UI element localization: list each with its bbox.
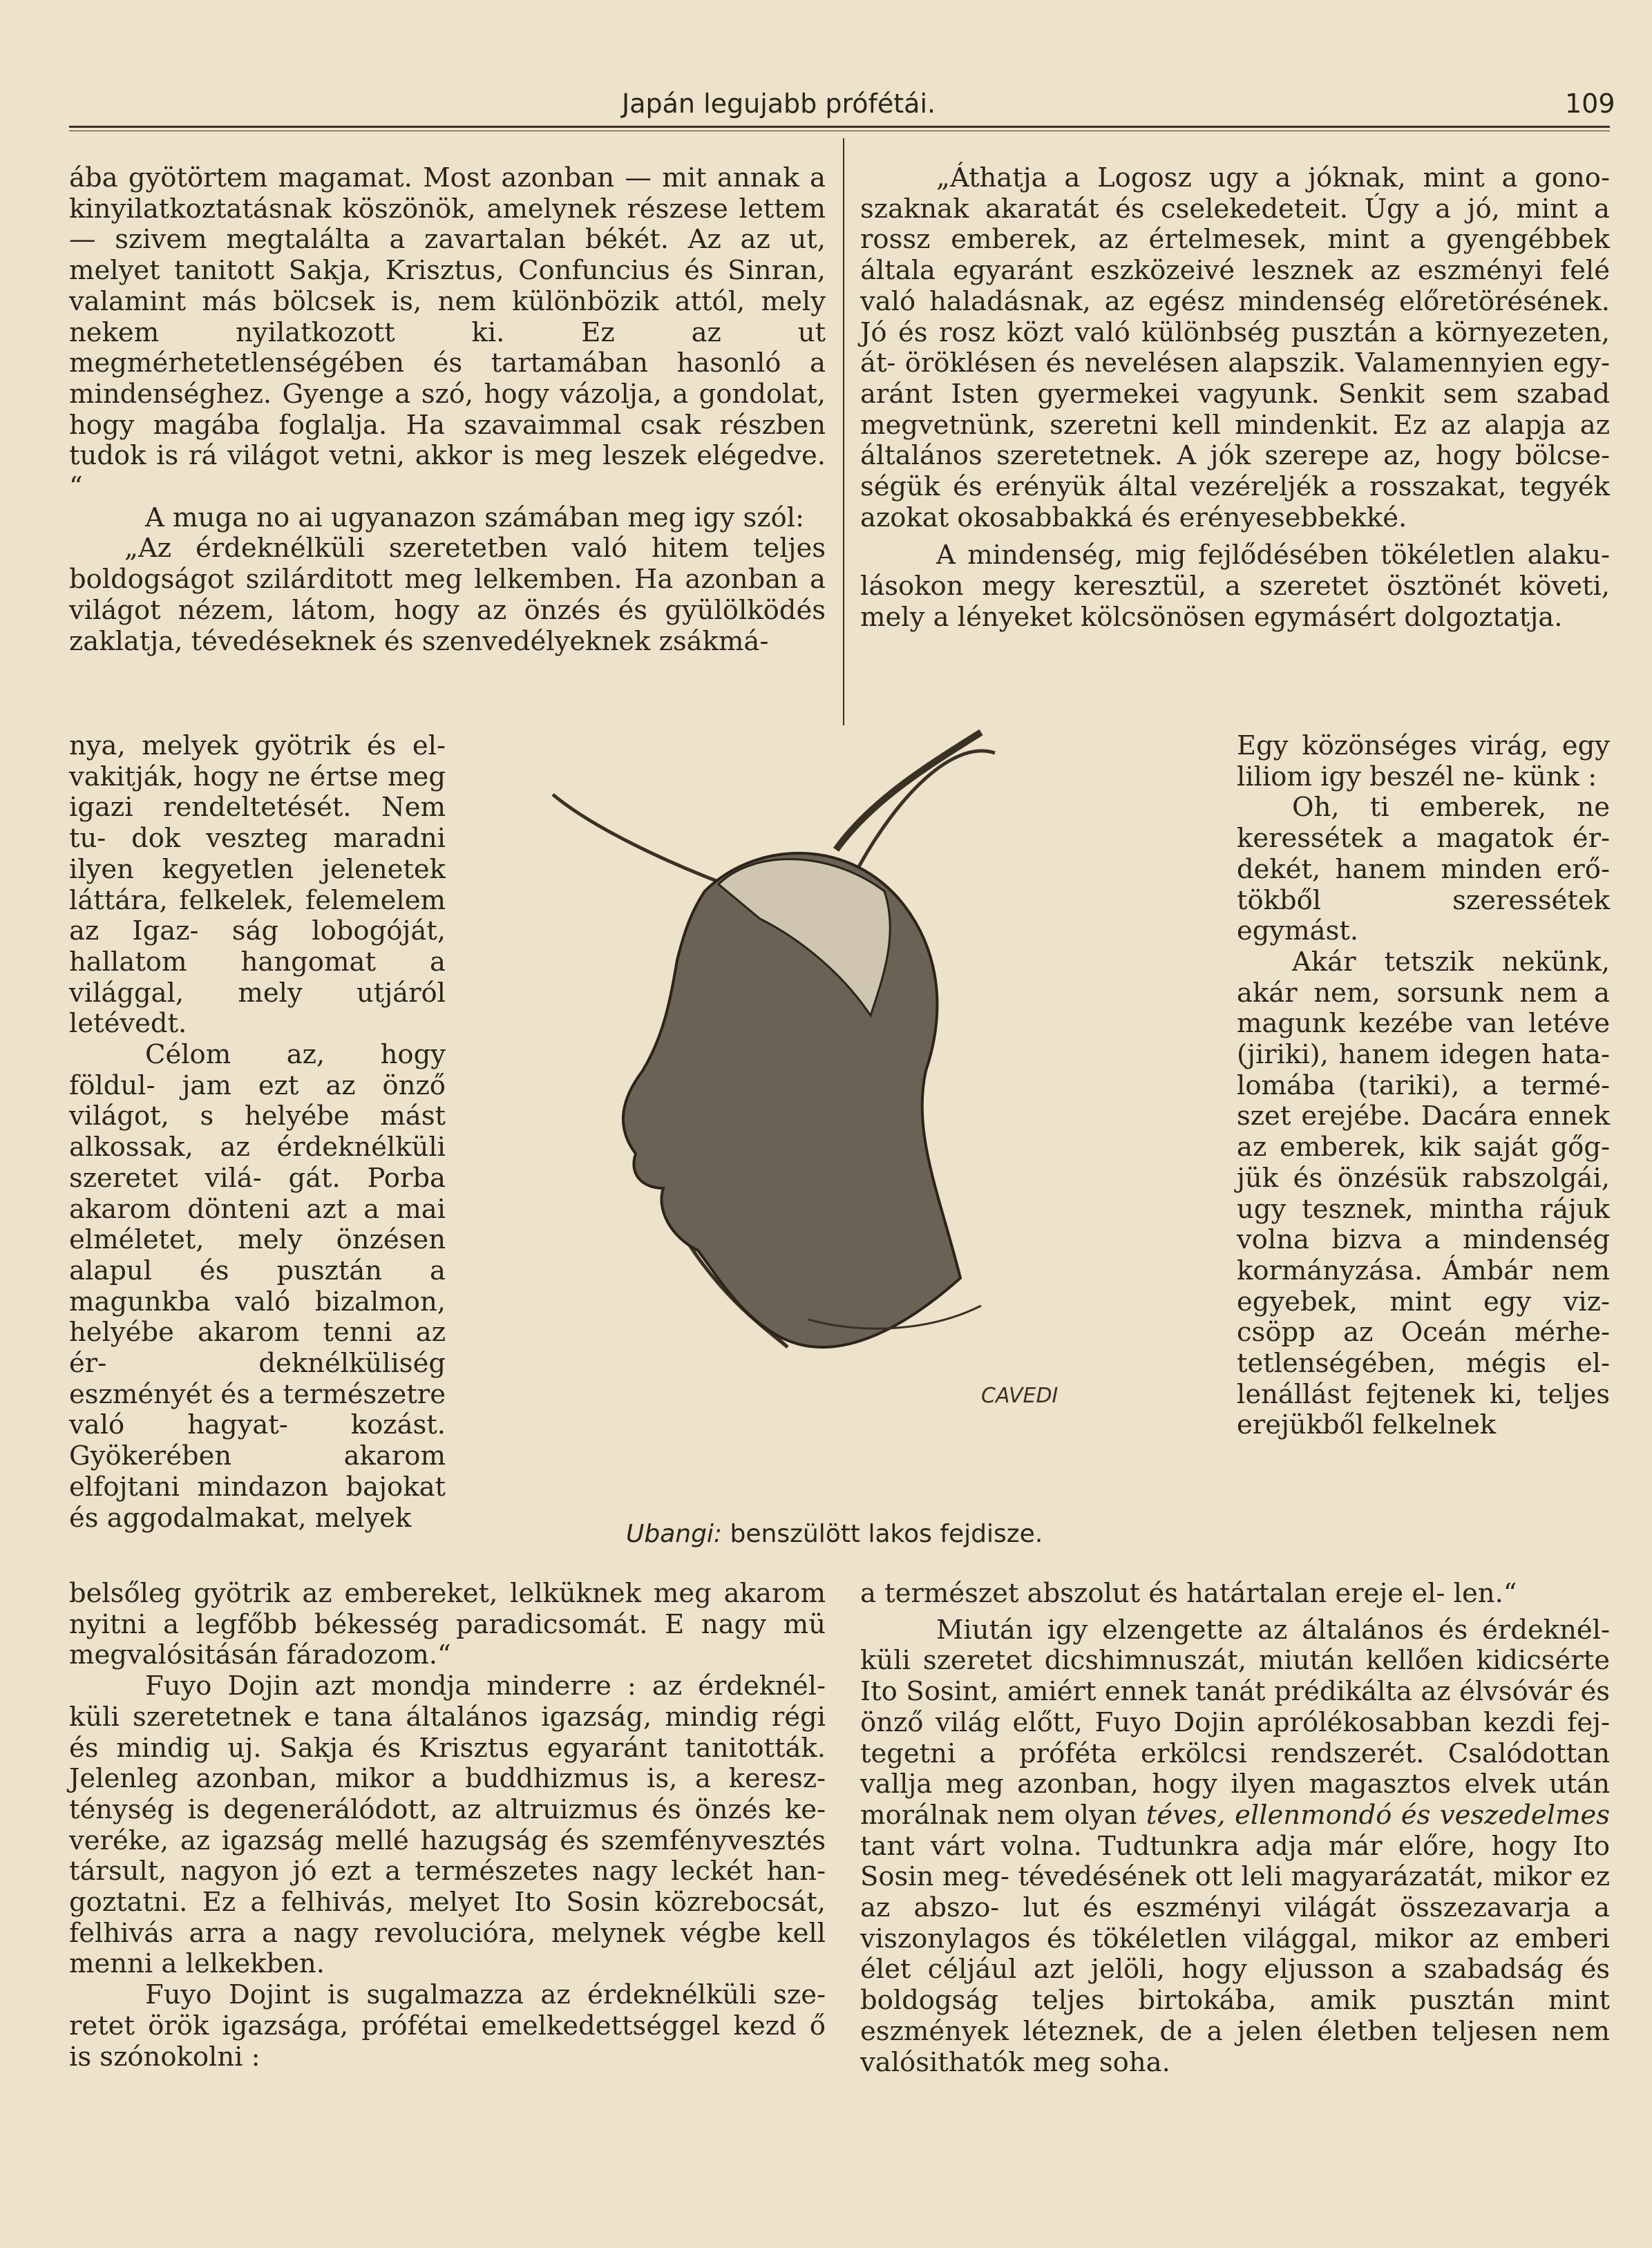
paragraph: A mindenség, mig fejlődésében tökéletlen alaku- lásokon megy keresztül, a szeretet ösztönét követi, mely a lényeket kölcsönösen egymásért dolgoztatja. xyxy=(860,540,1610,633)
caption-italic: Ubangi: xyxy=(626,1520,723,1548)
running-head-title: Japán legujabb prófétái. xyxy=(622,88,936,119)
paragraph xyxy=(860,1615,1610,2079)
paragraph: a természet abszolut és határtalan ereje el- len.“ xyxy=(860,1578,1517,1609)
paragraph-text: Miután igy elzengette az általános és érdeknél- küli szeretet dicshimnuszát, miután kellően kidicsérte Ito Sosint, amiért ennek tanát prédikálta az élvsóvár és önző világ előtt, Fuyo Dojin aprólékosabban kezdi fej- tegetni a próféta erkölcsi rendszerét. Csalódottan vallja meg azonban, hogy ilyen magasztos elvek után morálnak nem olyan xyxy=(860,1614,1610,1831)
paragraph: A muga no ai ugyanazon számában meg igy szól: xyxy=(145,502,805,533)
page-number: 109 xyxy=(1565,88,1615,119)
paragraph: Egy közönséges virág, egy liliom igy beszél ne- künk : xyxy=(1237,730,1610,792)
paragraph: ába gyötörtem magamat. Most azonban — mit annak a kinyilatkoztatásnak köszönök, amelynek részese lettem — szivem megtalálta a zavartalan békét. Az az ut, melyet tanitott Sakja, Krisztus, Confuncius és Sinran, valamint más bölcsek is, nem különbözik attól, mely nekem nyilatkozott ki. Ez az ut megmérhetetlenségében és tartamában hasonló a mindenséghez. Gyenge a szó, hogy vázolja, a gondolat, hogy magába foglalja. Ha szavaimmal csak részben tudok is rá világot vetni, akkor is meg leszek elégedve. “ xyxy=(69,162,826,503)
italic-phrase: téves, ellenmondó és veszedelmes xyxy=(1146,1799,1610,1831)
left-column-bottom xyxy=(69,1579,826,2073)
paragraph: Oh, ti emberek, ne keressétek a magatok ér- dekét, hanem minden erő- tökből szeressétek egymást. xyxy=(1237,792,1610,947)
right-column-narrow xyxy=(1237,731,1610,1441)
right-column-bottom xyxy=(860,1579,1610,2078)
figure-caption xyxy=(626,1520,1043,1548)
paragraph: belsőleg gyötrik az embereket, lelküknek meg akarom nyitni a legfőbb békesség paradicsomát. E nagy mü megvalósitásán fáradozom.“ xyxy=(69,1578,826,1671)
caption-text: benszülött lakos fejdisze. xyxy=(722,1520,1043,1548)
left-column-top xyxy=(69,163,826,657)
paragraph-text: tant várt volna. Tudtunkra adja már előre, hogy Ito Sosin meg- tévedésének ott leli magyarázatát, mikor ez az abszo- lut és eszményi világát összezavarja a viszonylagos és tökéletlen világgal, mikor az emberi élet céljául azt jelöli, hogy eljusson a szabadság és boldogság teljes birtokába, amik pusztán mint eszmények léteznek, de a jelen életben teljesen nem valósithatók meg soha. xyxy=(860,1830,1610,2078)
right-column-top xyxy=(860,163,1610,634)
paragraph: Célom az, hogy földul- jam ezt az önző világot, s helyébe mást alkossak, az érdeknélküli szeretet vilá- gát. Porba akarom dönteni azt a mai elméletet, mely önzésen alapul és pusztán a magunkba való bizalmon, helyébe akarom tenni az ér- deknélküliség eszményét és a természetre való hagyat- kozást. Gyökerében akarom elfojtani mindazon bajokat és aggodalmakat, melyek xyxy=(69,1039,446,1534)
left-column-narrow xyxy=(69,731,446,1534)
paragraph: Fuyo Dojint is sugalmazza az érdeknélküli sze- retet örök igazsága, prófétai emelkedettséggel kezd ő is szónokolni : xyxy=(69,1979,826,2073)
paragraph: Fuyo Dojin azt mondja minderre : az érdeknél- küli szeretetnek e tana általános igazság, mindig régi és mindig uj. Sakja és Krisztus egyaránt tanitották. Jelenleg azonban, mikor a buddhizmus is, a keresz- ténység is degenerálódott, az altruizmus és önzés ke- veréke, az igazság mellé hazugság és szemfényvesztés társult, nagyon jó ezt a természetes nagy leckét han- goztatni. Ez a felhivás, melyet Ito Sosin közrebocsát, felhivás arra a nagy revolucióra, melynek végbe kell menni a lelkekben. xyxy=(69,1670,826,1980)
paragraph: „Áthatja a Logosz ugy a jóknak, mint a gono- szaknak akaratát és cselekedeteit. Úgy a jó, mint a rossz emberek, az értelmesek, mint a gyengébbek általa egyaránt eszközeivé lesznek az eszményi felé való haladásnak, az egész mindenség előretörésének. Jó és rosz közt való különbség pusztán a környezeten, át- öröklésen és nevelésen alapszik. Valamennyien egy- aránt Isten gyermekei vagyunk. Senkit sem szabad megvetnünk, szeretni kell mindenkit. Ez az alapja az általános szeretetnek. A jók szerepe az, hogy bölcse- ségük és erényük által vezéreljék a rosszakat, tegyék azokat okosabbakká és erényesebbekké. xyxy=(860,162,1610,533)
paragraph: nya, melyek gyötrik és el- vakitják, hogy ne értse meg igazi rendeltetését. Nem tu- dok veszteg maradni ilyen kegyetlen jelenetek láttára, felkelek, felemelem az Igaz- ság lobogóját, hallatom hangomat a világgal, mely utjáról letévedt. xyxy=(69,730,446,1040)
artist-signature: CAVEDI xyxy=(981,1384,1058,1408)
column-divider xyxy=(843,138,844,725)
header-rule xyxy=(69,126,1610,128)
paragraph: Akár tetszik nekünk, akár nem, sorsunk nem a magunk kezébe van letéve (jiriki), hanem idegen hata- lomába (tariki), a termé- szet erejébe. Dacára ennek az emberek, kik saját gőg- jük és önzésük rabszolgái, ugy tesznek, mintha rájuk volna bizva a mindenség kormányzása. Ámbár nem egyebek, mint egy viz- csöpp az Oceán mérhe- tetlenségében, mégis el- lenállást fejtenek ki, teljes erejükből felkelnek xyxy=(1237,946,1610,1441)
illustration-ubangi-head xyxy=(511,712,1119,1506)
paragraph: „Az érdeknélküli szeretetben való hitem teljes boldogságot szilárditott meg lelkemben. Ha azonban a világot nézem, látom, hogy az önzés és gyülölködés zaklatja, tévedéseknek és szenvedélyeknek zsákmá- xyxy=(69,533,826,657)
